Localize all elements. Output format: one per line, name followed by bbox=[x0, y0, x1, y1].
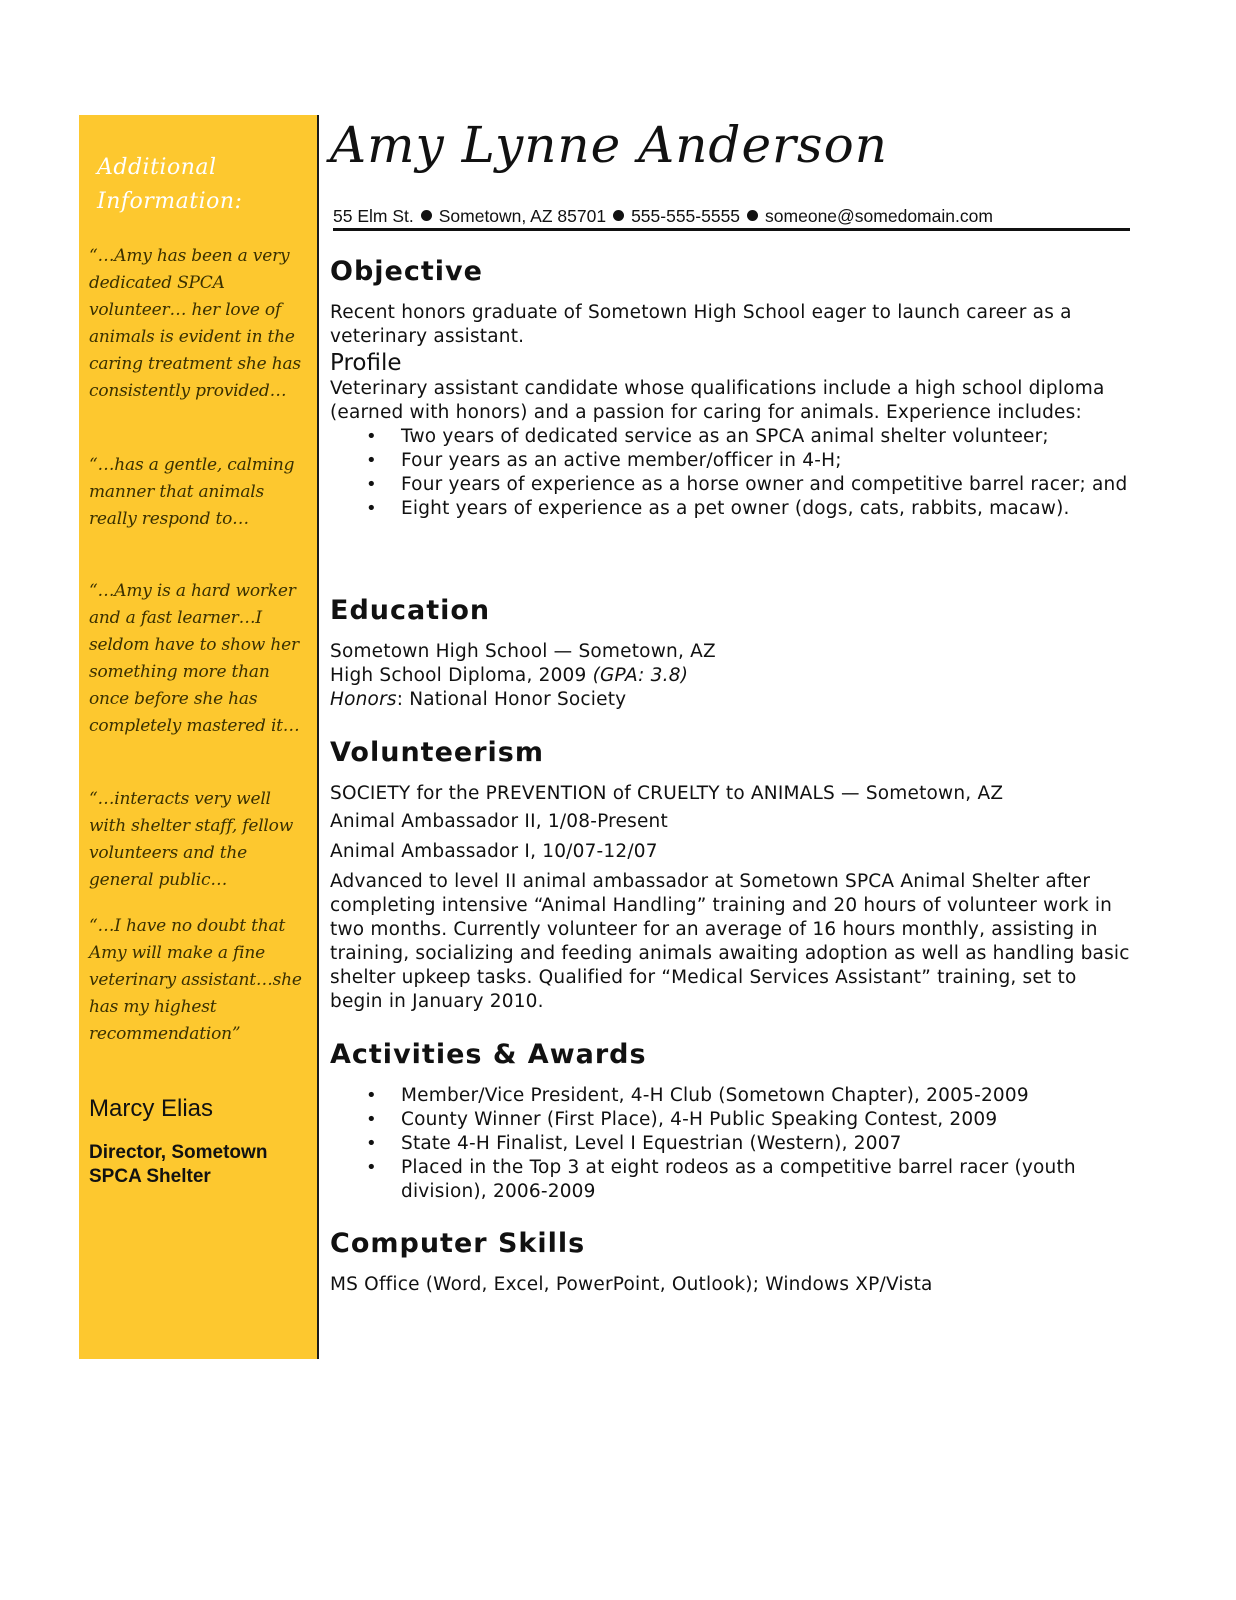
list-item: • County Winner (First Place), 4-H Public Speaking Contest, 2009 bbox=[330, 1108, 1130, 1132]
list-item: • Two years of dedicated service as an SPCA animal shelter volunteer; bbox=[330, 425, 1130, 449]
education-section bbox=[330, 594, 1130, 712]
phone: 555-555-5555 bbox=[631, 206, 741, 226]
sidebar-heading-line1: Additional bbox=[97, 155, 217, 180]
honors-label: Honors bbox=[330, 689, 397, 710]
list-item: • State 4-H Finalist, Level I Equestrian (Western), 2007 bbox=[330, 1132, 1130, 1156]
candidate-name: Amy Lynne Anderson bbox=[330, 116, 888, 174]
education-heading: Education bbox=[330, 595, 491, 626]
profile-text: Veterinary assistant candidate whose qualifications include a high school diploma (earned with honors) and a passion for caring for animals. Experience includes: bbox=[330, 378, 1105, 423]
bullet-dot-icon bbox=[613, 210, 624, 221]
testimonial-quote: “…Amy has been a very dedicated SPCA volunteer… her love of animals is evident in the caring treatment she has consistently provided… bbox=[89, 246, 301, 401]
volunteer-description: Advanced to level II animal ambassador at Sometown SPCA Animal Shelter after completing intensive “Animal Handling” training and 20 hours of volunteer work in two months. Currently volunteer for an average of 16 hours monthly, assisting in training, socializing and feeding animals awaiting adoption as well as handling basic shelter upkeep tasks. Qualified for “Medical Services Assistant” training, set to begin in January 2010. bbox=[330, 871, 1130, 1012]
list-item: • Member/Vice President, 4-H Club (Sometown Chapter), 2005-2009 bbox=[330, 1084, 1130, 1108]
education-diploma-line bbox=[330, 664, 1130, 688]
recommender-title: Director, Sometown SPCA Shelter bbox=[89, 1142, 268, 1187]
education-gpa: (GPA: 3.8) bbox=[592, 665, 689, 686]
sidebar-heading bbox=[97, 151, 307, 219]
recommender-name: Marcy Elias bbox=[89, 1095, 214, 1122]
list-item: • Four years of experience as a horse owner and competitive barrel racer; and bbox=[330, 473, 1130, 497]
list-item: • Placed in the Top 3 at eight rodeos as a competitive barrel racer (youth division), 2006-2009 bbox=[330, 1156, 1130, 1204]
activities-heading: Activities & Awards bbox=[330, 1039, 647, 1070]
address: 55 Elm St. bbox=[333, 206, 414, 226]
contact-line bbox=[333, 205, 1130, 231]
education-diploma: High School Diploma, 2009 bbox=[330, 665, 587, 686]
volunteerism-section bbox=[330, 736, 1130, 1014]
profile-list bbox=[330, 425, 1130, 521]
activities-section bbox=[330, 1038, 1130, 1204]
testimonial-quote: “…I have no doubt that Amy will make a fine veterinary assistant…she has my highest recommendation” bbox=[89, 916, 302, 1044]
objective-section bbox=[330, 255, 1130, 521]
list-item: • Four years as an active member/officer in 4-H; bbox=[330, 449, 1130, 473]
skills-section bbox=[330, 1227, 1130, 1297]
skills-text: MS Office (Word, Excel, PowerPoint, Outlook); Windows XP/Vista bbox=[330, 1274, 933, 1295]
volunteerism-heading: Volunteerism bbox=[330, 737, 544, 768]
list-item: • Eight years of experience as a pet owner (dogs, cats, rabbits, macaw). bbox=[330, 497, 1130, 521]
education-school: Sometown High School — Sometown, AZ bbox=[330, 641, 716, 662]
objective-heading: Objective bbox=[330, 256, 483, 287]
bullet-dot-icon bbox=[421, 210, 432, 221]
education-honors-line bbox=[330, 688, 1130, 712]
honors-value: : National Honor Society bbox=[396, 689, 627, 710]
skills-heading: Computer Skills bbox=[330, 1228, 586, 1259]
volunteer-org: SOCIETY for the PREVENTION of CRUELTY to ANIMALS — Sometown, AZ bbox=[330, 783, 1004, 804]
activities-list bbox=[330, 1084, 1130, 1204]
objective-text: Recent honors graduate of Sometown High School eager to launch career as a veterinary assistant. bbox=[330, 302, 1072, 347]
sidebar bbox=[79, 115, 319, 1359]
bullet-dot-icon bbox=[747, 210, 758, 221]
testimonial-quote: “…interacts very well with shelter staff, fellow volunteers and the general public… bbox=[89, 789, 294, 890]
volunteer-role: Animal Ambassador II, 1/08-Present bbox=[330, 811, 668, 832]
testimonial-quote: “…Amy is a hard worker and a fast learner…I seldom have to show her something more than once before she has completely mastered it… bbox=[89, 581, 300, 736]
testimonial-quote: “…has a gentle, calming manner that animals really respond to… bbox=[89, 455, 295, 529]
volunteer-role: Animal Ambassador I, 10/07-12/07 bbox=[330, 841, 658, 862]
profile-heading: Profile bbox=[330, 350, 402, 376]
sidebar-heading-line2: Information: bbox=[97, 189, 243, 214]
email: someone@somedomain.com bbox=[765, 206, 993, 226]
city: Sometown, AZ 85701 bbox=[438, 206, 607, 226]
